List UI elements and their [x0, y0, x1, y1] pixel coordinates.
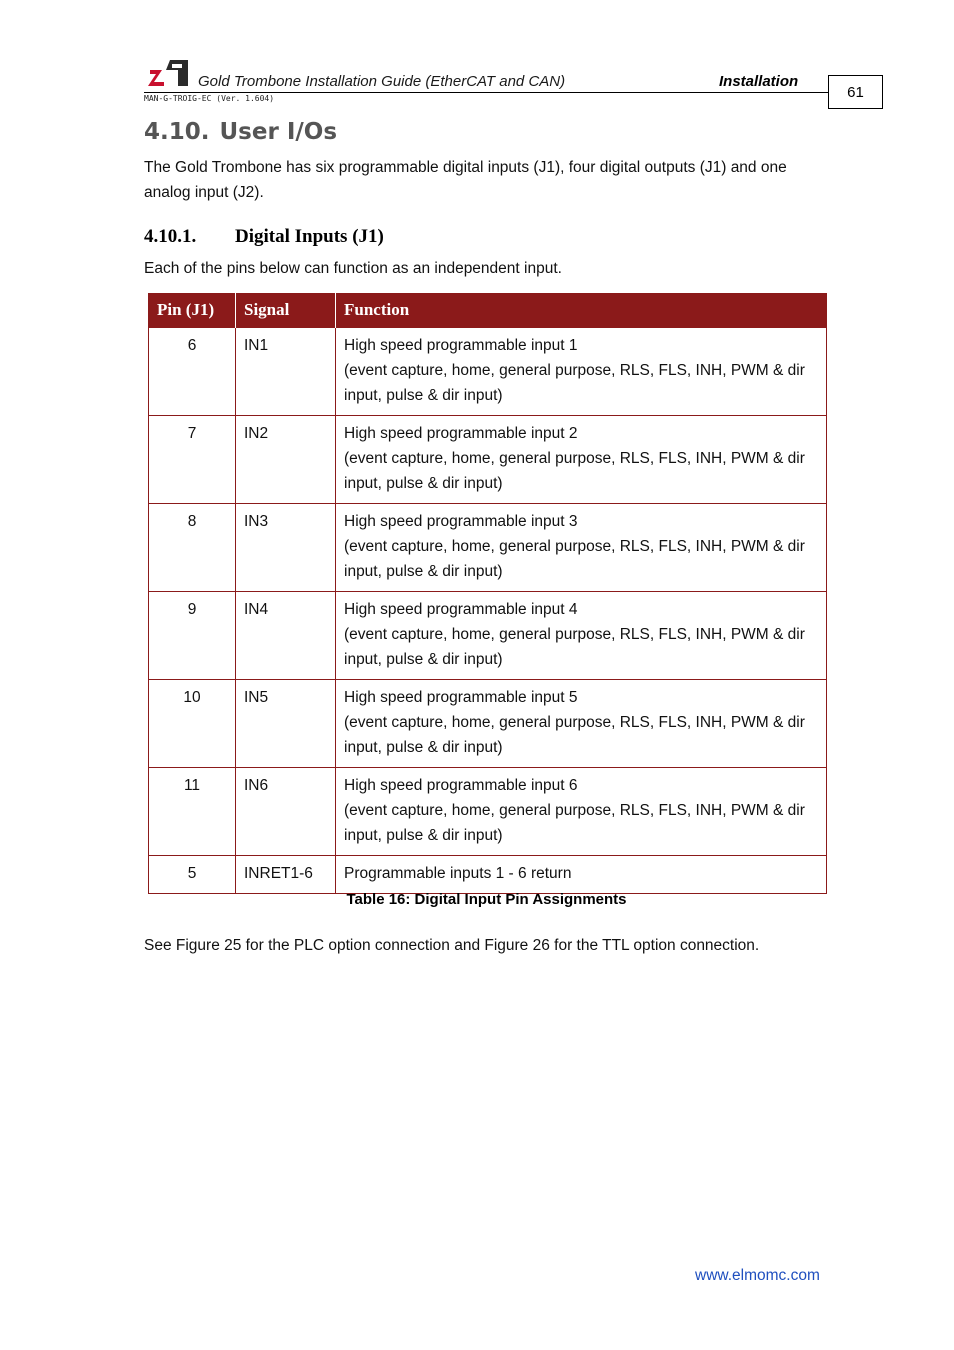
footer-website-link[interactable]: www.elmomc.com: [695, 1267, 820, 1284]
table-header-row: [149, 293, 827, 327]
function-title: High speed programmable input 2: [344, 424, 578, 442]
function-title: High speed programmable input 4: [344, 600, 578, 618]
function-cell: [336, 591, 827, 679]
function-title: High speed programmable input 1: [344, 336, 578, 354]
pin-cell: 5: [149, 855, 236, 893]
header-divider: [144, 92, 828, 93]
elmo-logo: [148, 58, 190, 88]
subsection-title: Digital Inputs (J1): [235, 226, 384, 247]
signal-cell: IN3: [236, 503, 336, 591]
subsection-intro: Each of the pins below can function as an independent input.: [144, 260, 562, 277]
subsection-number: 4.10.1.: [144, 226, 197, 247]
column-header-pin: Pin (J1): [149, 293, 236, 327]
function-cell: [336, 855, 827, 893]
signal-cell: IN2: [236, 415, 336, 503]
pin-cell: 11: [149, 767, 236, 855]
column-header-function: Function: [336, 293, 827, 327]
pin-cell: 8: [149, 503, 236, 591]
signal-cell: INRET1-6: [236, 855, 336, 893]
function-title: Programmable inputs 1 - 6 return: [344, 864, 572, 882]
table-row: [149, 415, 827, 503]
signal-cell: IN5: [236, 679, 336, 767]
section-intro-line-1: The Gold Trombone has six programmable digital inputs (J1), four digital outputs (J1) and one: [144, 159, 787, 176]
section-intro: [144, 155, 828, 205]
page-number: 61: [847, 83, 864, 101]
pin-cell: 6: [149, 327, 236, 415]
function-cell: [336, 767, 827, 855]
subsection-heading: [144, 226, 384, 248]
figure-reference-paragraph: See Figure 25 for the PLC option connection and Figure 26 for the TTL option connection.: [144, 937, 760, 954]
table-row: [149, 327, 827, 415]
function-title: High speed programmable input 6: [344, 776, 578, 794]
section-heading: [144, 119, 337, 145]
table-caption: Table 16: Digital Input Pin Assignments: [346, 891, 627, 908]
header-section-label: Installation: [719, 73, 799, 90]
table-row: [149, 503, 827, 591]
function-cell: [336, 327, 827, 415]
digital-input-pin-table: [148, 293, 827, 894]
function-title: High speed programmable input 3: [344, 512, 578, 530]
section-intro-line-2: analog input (J2).: [144, 184, 264, 201]
table-row: [149, 679, 827, 767]
signal-cell: IN6: [236, 767, 336, 855]
table-row: [149, 767, 827, 855]
function-cell: [336, 503, 827, 591]
function-cell: [336, 415, 827, 503]
table-row: [149, 855, 827, 893]
signal-cell: IN4: [236, 591, 336, 679]
document-code: MAN-G-TROIG-EC (Ver. 1.604): [144, 94, 275, 103]
function-cell: [336, 679, 827, 767]
page-number-box: [828, 75, 883, 109]
section-number: 4.10.: [144, 119, 210, 145]
function-title: High speed programmable input 5: [344, 688, 578, 706]
signal-cell: IN1: [236, 327, 336, 415]
document-title: Gold Trombone Installation Guide (EtherCAT and CAN): [198, 73, 566, 90]
table-row: [149, 591, 827, 679]
pin-cell: 10: [149, 679, 236, 767]
function-detail: (event capture, home, general purpose, RLS, FLS, INH, PWM & dir input, pulse & dir input): [344, 713, 805, 756]
function-detail: (event capture, home, general purpose, RLS, FLS, INH, PWM & dir input, pulse & dir input): [344, 361, 805, 404]
function-detail: (event capture, home, general purpose, RLS, FLS, INH, PWM & dir input, pulse & dir input): [344, 801, 805, 844]
function-detail: (event capture, home, general purpose, RLS, FLS, INH, PWM & dir input, pulse & dir input): [344, 537, 805, 580]
column-header-signal: Signal: [236, 293, 336, 327]
pin-cell: 7: [149, 415, 236, 503]
section-title: User I/Os: [219, 119, 338, 145]
function-detail: (event capture, home, general purpose, RLS, FLS, INH, PWM & dir input, pulse & dir input): [344, 449, 805, 492]
function-detail: (event capture, home, general purpose, RLS, FLS, INH, PWM & dir input, pulse & dir input): [344, 625, 805, 668]
pin-cell: 9: [149, 591, 236, 679]
